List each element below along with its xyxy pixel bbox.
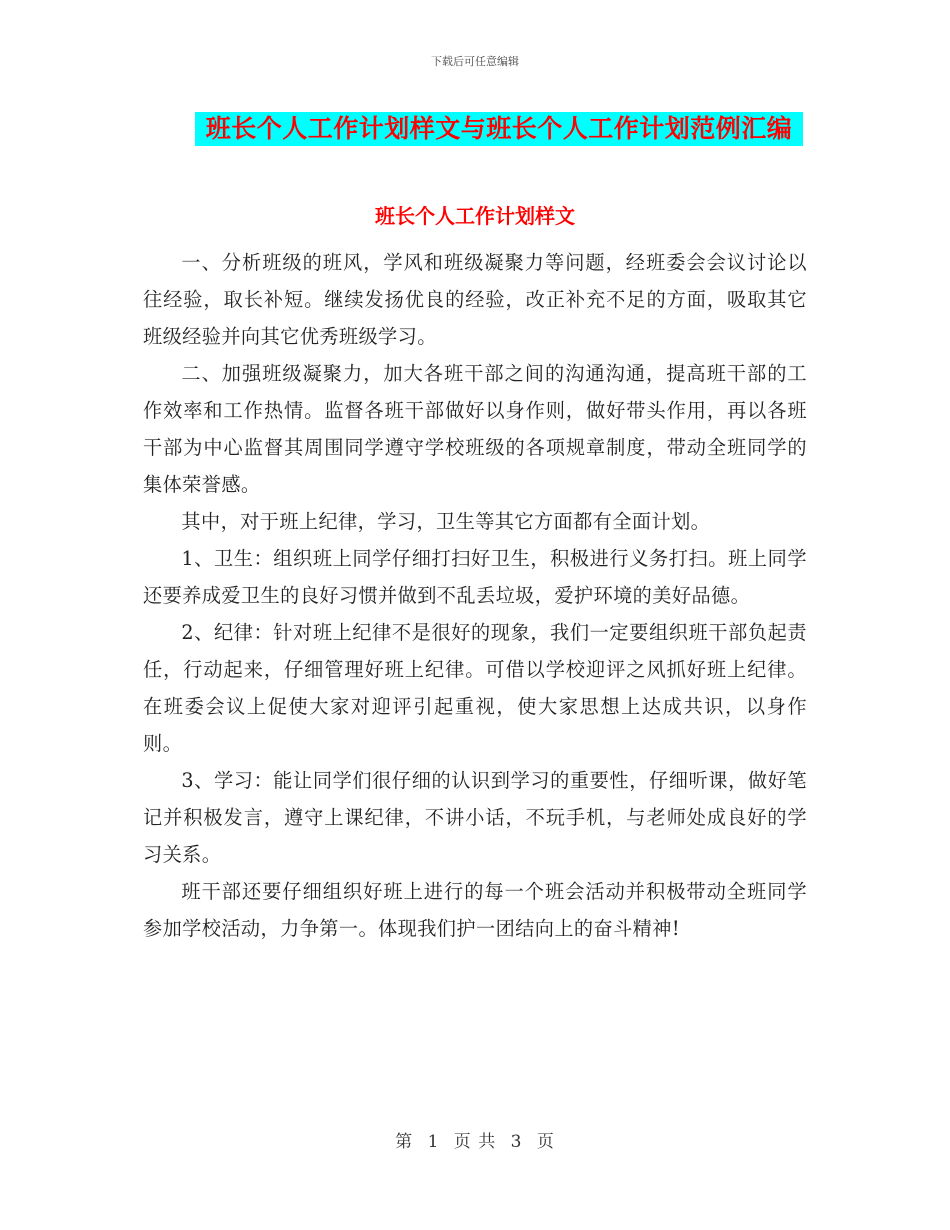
section-title: 班长个人工作计划样文 xyxy=(375,204,575,228)
current-page-number: 1 xyxy=(427,1132,440,1152)
footer-suffix: 页 xyxy=(536,1132,555,1152)
footer-prefix: 第 xyxy=(395,1132,414,1152)
footer-mid: 页 共 xyxy=(453,1132,497,1152)
document-title: 班长个人工作计划样文与班长个人工作计划范例汇编 xyxy=(195,112,803,146)
header-note: 下载后可任意编辑 xyxy=(431,55,519,68)
paragraph: 二、加强班级凝聚力，加大各班干部之间的沟通沟通，提高班干部的工作效率和工作热情。监督各班干部做好以身作则，做好带头作用，再以各班干部为中心监督其周围同学遵守学校班级的各项规章制度，带动全班同学的集体荣誉感。 xyxy=(143,362,807,496)
paragraph: 其中，对于班上纪律，学习，卫生等其它方面都有全面计划。 xyxy=(181,510,711,533)
total-page-count: 3 xyxy=(510,1132,523,1152)
paragraph: 班干部还要仔细组织好班上进行的每一个班会活动并积极带动全班同学参加学校活动，力争第一。体现我们护一团结向上的奋斗精神! xyxy=(143,880,807,940)
document-body xyxy=(143,244,807,947)
paragraph: 3、学习：能让同学们很仔细的认识到学习的重要性，仔细听课，做好笔记并积极发言，遵守上课纪律，不讲小话，不玩手机，与老师处成良好的学习关系。 xyxy=(143,769,807,866)
paragraph: 2、纪律：针对班上纪律不是很好的现象，我们一定要组织班干部负起责任，行动起来，仔细管理好班上纪律。可借以学校迎评之风抓好班上纪律。在班委会议上促使大家对迎评引起重视，使大家思想上达成共识，以身作则。 xyxy=(143,621,807,755)
page-footer xyxy=(0,1127,950,1152)
paragraph: 一、分析班级的班风，学风和班级凝聚力等问题，经班委会会议讨论以往经验，取长补短。继续发扬优良的经验，改正补充不足的方面，吸取其它班级经验并向其它优秀班级学习。 xyxy=(143,251,807,348)
paragraph: 1、卫生：组织班上同学仔细打扫好卫生，积极进行义务打扫。班上同学还要养成爱卫生的良好习惯并做到不乱丢垃圾，爱护环境的美好品德。 xyxy=(143,547,807,607)
